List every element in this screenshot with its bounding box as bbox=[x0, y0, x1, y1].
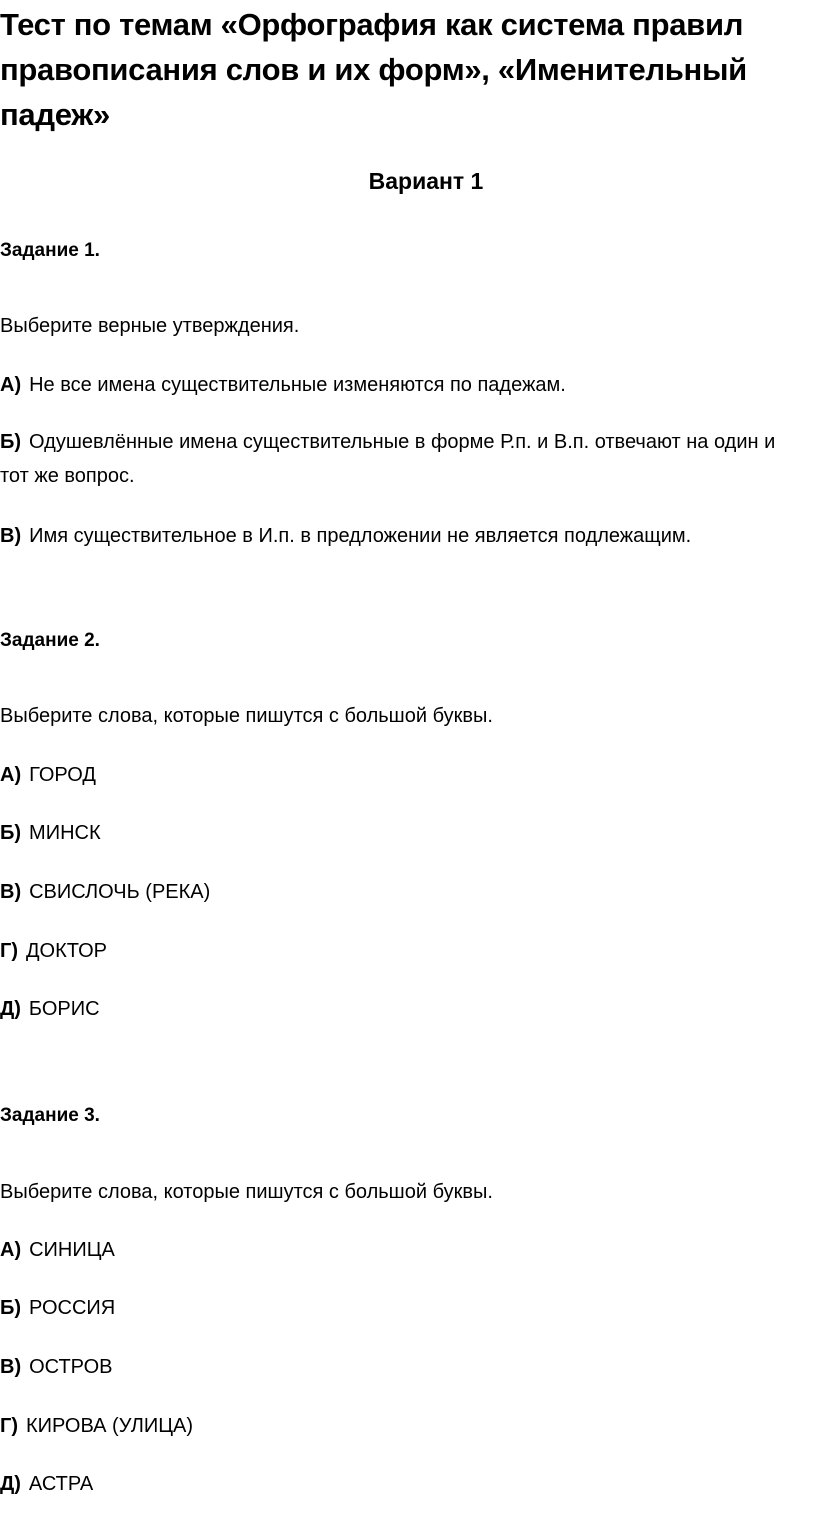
option-text: ДОКТОР bbox=[26, 940, 107, 962]
option-letter: В) bbox=[0, 1356, 22, 1378]
task-2-heading: Задание 2. bbox=[0, 630, 100, 651]
task-3-option-c[interactable] bbox=[0, 1350, 800, 1384]
task-1-prompt: Выберите верные утверждения. bbox=[0, 315, 300, 337]
option-letter: Б) bbox=[0, 1297, 22, 1319]
option-text: БОРИС bbox=[28, 998, 100, 1020]
task-3-prompt: Выберите слова, которые пишутся с большой буквы. bbox=[0, 1181, 493, 1203]
option-text: ОСТРОВ bbox=[29, 1356, 113, 1378]
task-2-option-e[interactable] bbox=[0, 992, 800, 1026]
option-letter: Д) bbox=[0, 998, 21, 1020]
task-1-option-c[interactable] bbox=[0, 519, 800, 553]
task-2-option-a[interactable] bbox=[0, 758, 800, 792]
task-1-heading: Задание 1. bbox=[0, 240, 100, 261]
task-1-option-b[interactable] bbox=[0, 425, 800, 493]
task-2-option-b[interactable] bbox=[0, 816, 800, 850]
option-text: МИНСК bbox=[29, 822, 101, 844]
option-letter: Г) bbox=[0, 940, 18, 962]
document-title: Тест по темам «Орфография как система правил правописания слов и их форм», «Именительный падеж» bbox=[0, 7, 747, 132]
option-text: СИНИЦА bbox=[29, 1239, 115, 1261]
option-text: Не все имена существительные изменяются по падежам. bbox=[29, 374, 566, 396]
option-letter: Д) bbox=[0, 1473, 21, 1495]
task-3-heading: Задание 3. bbox=[0, 1105, 100, 1126]
task-3-option-a[interactable] bbox=[0, 1233, 800, 1267]
option-text: Имя существительное в И.п. в предложении не является подлежащим. bbox=[29, 525, 692, 547]
option-letter: А) bbox=[0, 1239, 22, 1261]
option-letter: В) bbox=[0, 525, 22, 547]
option-letter: А) bbox=[0, 374, 22, 396]
option-letter: Г) bbox=[0, 1415, 18, 1437]
task-2-prompt: Выберите слова, которые пишутся с большой буквы. bbox=[0, 705, 493, 727]
option-letter: В) bbox=[0, 881, 22, 903]
option-text: Одушевлённые имена существительные в форме Р.п. и В.п. отвечают на один и тот же вопрос. bbox=[0, 431, 776, 487]
option-text: КИРОВА (УЛИЦА) bbox=[26, 1415, 194, 1437]
task-3-option-d[interactable] bbox=[0, 1409, 800, 1443]
option-text: АСТРА bbox=[28, 1473, 94, 1495]
task-2-option-d[interactable] bbox=[0, 934, 800, 968]
task-1-option-a[interactable] bbox=[0, 368, 800, 402]
option-text: РОССИЯ bbox=[29, 1297, 116, 1319]
option-letter: Б) bbox=[0, 822, 22, 844]
variant-heading: Вариант 1 bbox=[368, 168, 484, 194]
option-letter: А) bbox=[0, 764, 22, 786]
option-letter: Б) bbox=[0, 431, 22, 453]
task-3-option-e[interactable] bbox=[0, 1467, 800, 1501]
option-text: ГОРОД bbox=[29, 764, 96, 786]
option-text: СВИСЛОЧЬ (РЕКА) bbox=[29, 881, 211, 903]
task-2-option-c[interactable] bbox=[0, 875, 800, 909]
task-3-option-b[interactable] bbox=[0, 1291, 800, 1325]
